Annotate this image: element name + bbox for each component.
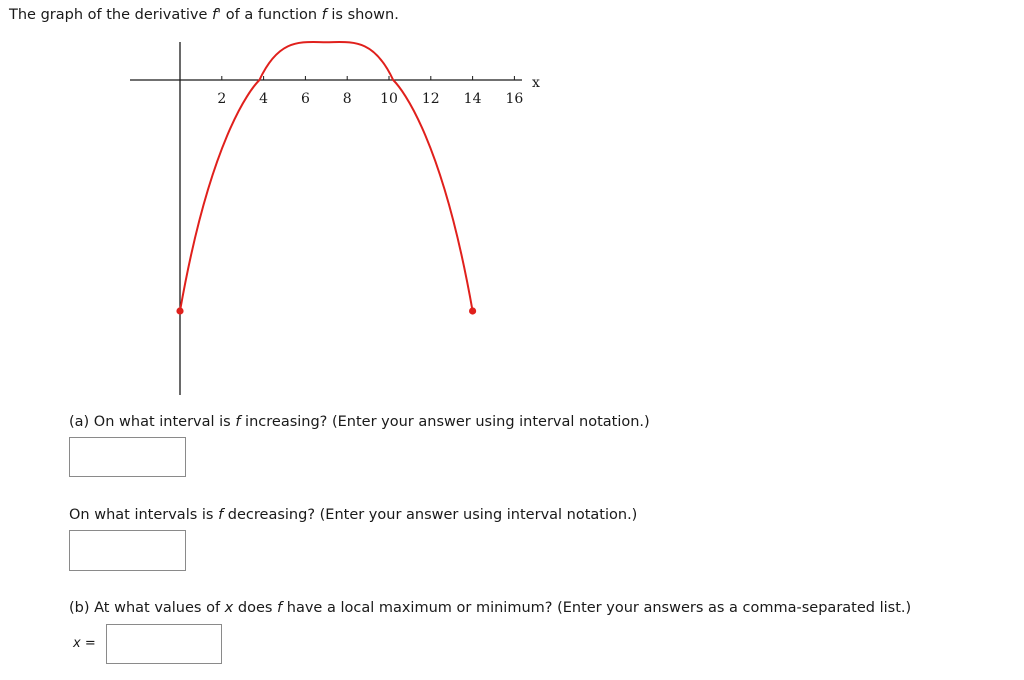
question-b-text	[69, 599, 911, 617]
x-tick-label-14: 14	[463, 91, 482, 107]
x-tick-label-2: 2	[217, 91, 227, 107]
x-equals-label	[73, 635, 96, 653]
increasing-interval-input[interactable]	[69, 437, 186, 477]
intro-post: is shown.	[326, 7, 399, 23]
question-a2-pre: On what intervals is	[69, 507, 219, 523]
derivative-curve	[180, 42, 473, 311]
intro-fprime: f'	[212, 7, 222, 23]
question-b-post: have a local maximum or minimum? (Enter your answers as a comma-separated list.)	[282, 600, 912, 616]
curve-right-endpoint	[469, 307, 476, 314]
decreasing-intervals-input[interactable]	[69, 530, 186, 571]
question-b-f: f	[277, 600, 283, 616]
question-a-post: increasing? (Enter your answer using interval notation.)	[240, 414, 650, 430]
curve-left-endpoint	[176, 307, 183, 314]
question-b-pre: (b) At what values of	[69, 600, 225, 616]
x-tick-label-12: 12	[421, 91, 440, 107]
question-a-pre: (a) On what interval is	[69, 414, 236, 430]
x-tick-label-6: 6	[300, 91, 310, 107]
question-a2-text	[69, 506, 637, 524]
question-b-x: x	[224, 600, 234, 616]
intro-mid: of a function	[221, 7, 322, 23]
graph-curve	[176, 42, 476, 315]
intro-f: f	[321, 7, 327, 23]
question-a2-post: decreasing? (Enter your answer using interval notation.)	[223, 507, 638, 523]
question-a-f: f	[235, 414, 241, 430]
question-a-text	[69, 413, 650, 431]
x-axis-label: x	[532, 75, 540, 91]
x-tick-label-8: 8	[342, 91, 352, 107]
intro-pre: The graph of the derivative	[9, 7, 213, 23]
question-a2-f: f	[218, 507, 224, 523]
extrema-x-input[interactable]	[106, 624, 222, 664]
x-tick-label-16: 16	[505, 91, 524, 107]
x-equals-eq: =	[80, 636, 96, 651]
x-tick-label-10: 10	[380, 91, 398, 107]
question-b-mid: does	[233, 600, 278, 616]
x-tick-label-4: 4	[259, 91, 269, 107]
x-equals-var: x	[73, 636, 81, 651]
